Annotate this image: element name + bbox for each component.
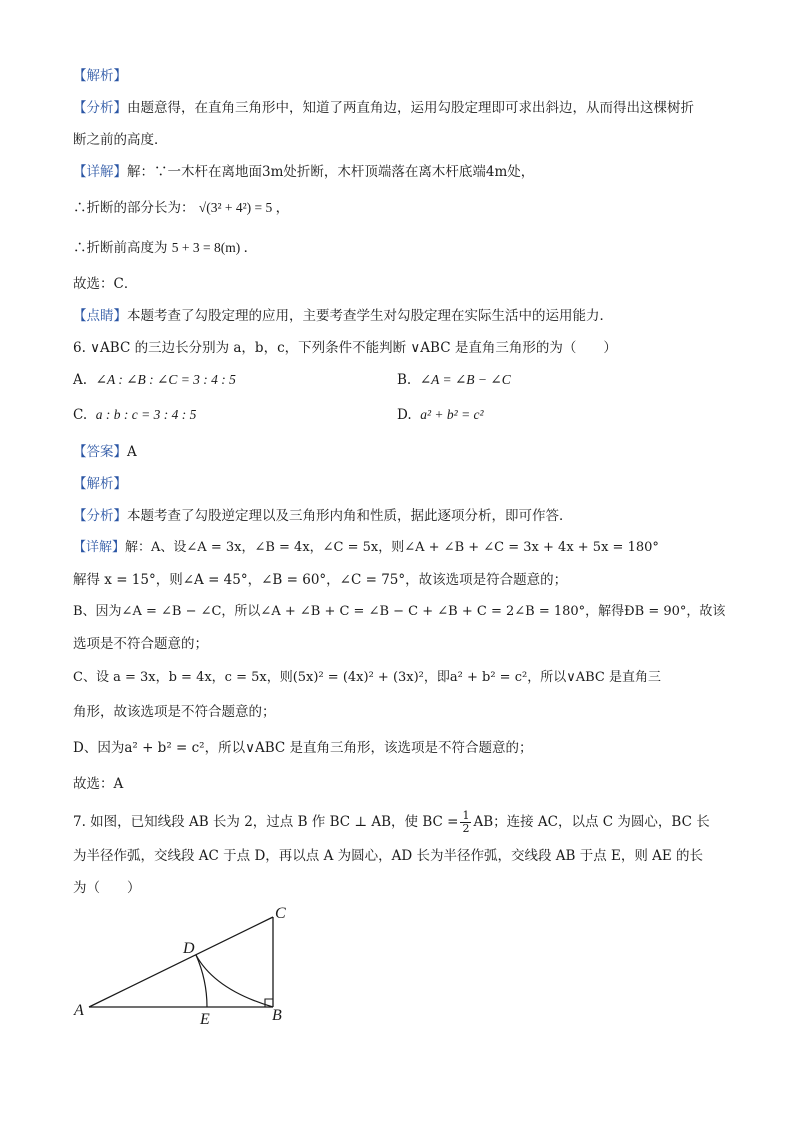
label-b: B xyxy=(272,1007,282,1024)
prev-dianjing: 【点睛】本题考查了勾股定理的应用，主要考查学生对勾股定理在实际生活中的运用能力． xyxy=(73,308,613,324)
prev-xiangjie-line-1: 【详解】解：∵一木杆在离地面3m处折断，木杆顶端落在离木杆底端4m处， xyxy=(73,164,535,180)
label-c: C xyxy=(275,905,286,922)
q6-xiangjie-line-3: B、因为∠A = ∠B − ∠C，所以∠A + ∠B + C = ∠B − C + ∠B + C = 2∠B = 180°，解得ÐB = 90°，故该 xyxy=(73,604,726,619)
q6-xiangjie-line-4: 选项是不符合题意的； xyxy=(73,636,208,652)
label-a: A xyxy=(74,1002,84,1019)
label-d: D xyxy=(183,940,195,957)
prev-jiexi-heading: 【解析】 xyxy=(73,68,127,84)
prev-xiangjie-line-3: ∴折断前高度为 5 + 3 = 8(m) ． xyxy=(73,240,258,256)
q6-option-c: C. a : b : c = 3 : 4 : 5 xyxy=(73,407,197,423)
prev-answer: 故选：C． xyxy=(73,276,138,292)
q7-stem-line-3: 为（ ） xyxy=(73,880,141,896)
prev-fenxi-line-1: 【分析】由题意得，在直角三角形中，知道了两直角边，运用勾股定理即可求出斜边，从而得出这棵树折 xyxy=(73,100,694,116)
label-e: E xyxy=(200,1011,210,1028)
q6-xiangjie-line-6: 角形，故该选项是不符合题意的； xyxy=(73,704,276,720)
q6-stem: 6. ∨ABC 的三边长分别为 a，b，c，下列条件不能判断 ∨ABC 是直角三角形的为（ ） xyxy=(73,340,617,356)
q6-jiexi-heading: 【解析】 xyxy=(73,476,127,492)
q6-answer-final: 故选：A xyxy=(73,776,124,792)
prev-xiangjie-line-2: ∴折断的部分长为： √(3² + 4²) = 5 ， xyxy=(73,200,290,216)
q6-option-b: B. ∠A = ∠B − ∠C xyxy=(397,372,511,388)
q6-option-d: D. a² + b² = c² xyxy=(397,407,484,423)
q6-xiangjie-line-5: C、设 a = 3x，b = 4x，c = 5x，则(5x)² = (4x)² + (3x)²，即a² + b² = c²，所以∨ABC 是直角三 xyxy=(73,670,661,685)
segment-ac xyxy=(89,917,273,1007)
q6-xiangjie-line-2: 解得 x = 15°，则∠A = 45°，∠B = 60°，∠C = 75°，故该选项是符合题意的； xyxy=(73,572,568,588)
q6-option-a: A. ∠A : ∠B : ∠C = 3 : 4 : 5 xyxy=(73,372,236,388)
q7-stem-line-2: 为半径作弧，交线段 AC 于点 D，再以点 A 为圆心，AD 长为半径作弧，交线段 AB 于点 E，则 AE 的长 xyxy=(73,848,704,864)
arc-bd xyxy=(196,955,273,1007)
q6-fenxi: 【分析】本题考查了勾股逆定理以及三角形内角和性质，据此逐项分析，即可作答． xyxy=(73,508,573,524)
q7-fraction: $\frac{1}{2}$ xyxy=(462,809,470,835)
q6-xiangjie-line-1: 【详解】解：A、设∠A = 3x，∠B = 4x，∠C = 5x，则∠A + ∠B + ∠C = 3x + 4x + 5x = 180° xyxy=(73,540,659,555)
q6-xiangjie-line-7: D、因为a² + b² = c²，所以∨ABC 是直角三角形，该选项是不符合题意的； xyxy=(73,740,533,756)
q6-answer: 【答案】A xyxy=(73,444,137,460)
prev-fenxi-line-2: 断之前的高度． xyxy=(73,132,168,148)
q7-stem-line-1: 7. 如图，已知线段 AB 长为 2，过点 B 作 BC ⊥ AB，使 BC = $\frac{1}{2}$ AB；连接 AC，以点 C 为圆心，BC 长 xyxy=(73,809,710,835)
